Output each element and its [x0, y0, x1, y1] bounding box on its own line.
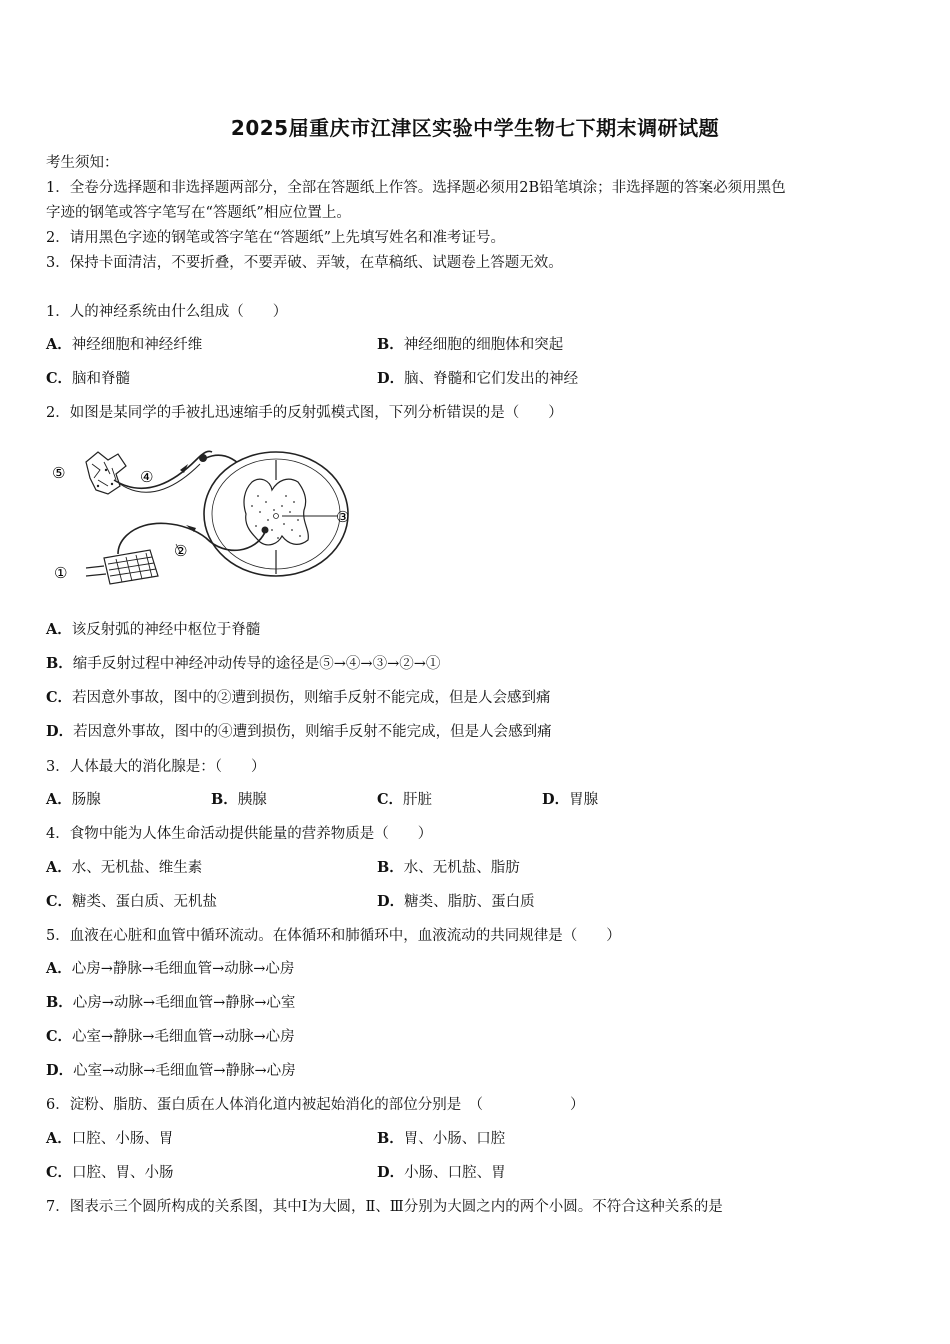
option-label: A． [46, 1130, 72, 1147]
option-b[interactable] [46, 654, 440, 674]
option-label: D． [377, 1164, 405, 1181]
option-c[interactable] [46, 892, 217, 912]
option-c[interactable] [46, 688, 551, 708]
option-text: 心房→动脉→毛细血管→静脉→心室 [72, 995, 296, 1011]
option-text: 胰腺 [237, 792, 267, 808]
option-c[interactable] [46, 1163, 174, 1183]
question-stem: 6．淀粉、脂肪、蛋白质在人体消化道内被起始消化的部位分别是 （ ） [46, 1097, 585, 1113]
notice-item: 3．保持卡面清洁，不要折叠，不要弄破、弄皱，在草稿纸、试题卷上答题无效。 [46, 255, 563, 271]
option-a[interactable] [46, 620, 260, 640]
receptor-skin [86, 452, 126, 494]
option-text: 心室→动脉→毛细血管→静脉→心房 [73, 1063, 296, 1079]
question-stem: 1．人的神经系统由什么组成（ ） [46, 304, 288, 320]
option-d[interactable] [46, 1061, 296, 1081]
question-stem: 7．图表示三个圆所构成的关系图，其中Ⅰ为大圆，Ⅱ、Ⅲ分别为大圆之内的两个小圆。不符合这种关系的是 [46, 1199, 723, 1215]
option-text: 缩手反射过程中神经冲动传导的途径是⑤→④→③→②→① [72, 656, 441, 672]
label-3: ③ [336, 508, 350, 526]
option-text: 水、无机盐、维生素 [71, 860, 203, 876]
page-title: 2025届重庆市江津区实验中学生物七下期末调研试题 [230, 116, 720, 140]
reflex-arc-figure [46, 440, 366, 590]
option-b[interactable] [377, 858, 520, 878]
option-text: 口腔、小肠、胃 [71, 1131, 174, 1147]
option-text: 脑、脊髓和它们发出的神经 [404, 371, 579, 387]
option-d[interactable] [46, 722, 552, 742]
label-1: ① [54, 564, 68, 582]
option-label: D． [377, 893, 405, 910]
option-b[interactable] [46, 993, 295, 1013]
question-stem: 5．血液在心脏和血管中循环流动。在体循环和肺循环中，血液流动的共同规律是（ ） [46, 928, 621, 944]
option-label: B． [377, 1130, 404, 1147]
option-d[interactable] [377, 369, 578, 389]
option-label: A． [46, 859, 72, 876]
option-text: 胃、小肠、口腔 [403, 1131, 506, 1147]
option-c[interactable] [46, 1027, 295, 1047]
option-label: B． [46, 994, 73, 1011]
option-label: A． [46, 960, 72, 977]
spinal-cord [204, 452, 348, 576]
option-d[interactable] [377, 1163, 506, 1183]
option-text: 该反射弧的神经中枢位于脊髓 [71, 622, 261, 638]
option-a[interactable] [46, 1129, 173, 1149]
option-c[interactable] [46, 369, 130, 389]
question-stem: 2．如图是某同学的手被扎迅速缩手的反射弧模式图，下列分析错误的是（ ） [46, 405, 563, 421]
option-c[interactable] [377, 790, 432, 810]
label-5: ⑤ [52, 464, 66, 482]
option-b[interactable] [377, 1129, 505, 1149]
option-text: 神经细胞和神经纤维 [71, 337, 203, 353]
option-label: D． [46, 723, 74, 740]
option-label: C． [46, 1028, 73, 1045]
notice-item: 2．请用黑色字迹的钢笔或答字笔在“答题纸”上先填写姓名和准考证号。 [46, 230, 506, 246]
option-label: A． [46, 336, 72, 353]
notice-item: 1．全卷分选择题和非选择题两部分，全部在答题纸上作答。选择题必须用2B铅笔填涂；非选择题的答案必须用黑色 [46, 180, 786, 196]
question-stem: 4．食物中能为人体生命活动提供能量的营养物质是（ ） [46, 826, 433, 842]
option-label: C． [46, 893, 73, 910]
option-text: 胃腺 [569, 792, 599, 808]
label-2: ② [174, 542, 188, 560]
option-d[interactable] [377, 892, 535, 912]
option-text: 神经细胞的细胞体和突起 [403, 337, 564, 353]
ganglion [199, 454, 207, 462]
afferent-nerve [114, 451, 212, 488]
option-label: A． [46, 791, 72, 808]
option-text: 若因意外事故，图中的④遭到损伤，则缩手反射不能完成，但是人会感到痛 [73, 724, 552, 740]
notice-heading: 考生须知： [46, 155, 119, 171]
option-label: D． [377, 370, 405, 387]
option-text: 糖类、脂肪、蛋白质 [404, 894, 535, 910]
option-label: A． [46, 621, 72, 638]
option-a[interactable] [46, 790, 101, 810]
question-stem: 3．人体最大的消化腺是：（ ） [46, 759, 266, 775]
option-text: 若因意外事故，图中的②遭到损伤，则缩手反射不能完成，但是人会感到痛 [72, 690, 551, 706]
label-4: ④ [140, 468, 154, 486]
option-label: B． [46, 655, 73, 672]
option-text: 肠腺 [71, 792, 101, 808]
option-label: D． [46, 1062, 74, 1079]
option-b[interactable] [211, 790, 267, 810]
option-text: 心室→静脉→毛细血管→动脉→心房 [72, 1029, 295, 1045]
option-a[interactable] [46, 959, 294, 979]
option-label: B． [377, 336, 404, 353]
option-text: 小肠、口腔、胃 [404, 1165, 506, 1181]
option-label: B． [377, 859, 404, 876]
effector-muscle [86, 550, 158, 584]
option-label: C． [46, 370, 73, 387]
option-label: B． [211, 791, 238, 808]
option-label: C． [46, 689, 73, 706]
option-text: 脑和脊髓 [72, 371, 131, 387]
option-label: C． [377, 791, 404, 808]
option-text: 心房→静脉→毛细血管→动脉→心房 [71, 961, 295, 977]
option-d[interactable] [542, 790, 598, 810]
option-text: 肝脏 [403, 792, 433, 808]
option-a[interactable] [46, 858, 202, 878]
option-label: D． [542, 791, 570, 808]
option-text: 糖类、蛋白质、无机盐 [72, 894, 218, 910]
option-text: 口腔、胃、小肠 [72, 1165, 174, 1181]
option-b[interactable] [377, 335, 563, 355]
notice-item: 字迹的钢笔或答字笔写在“答题纸”相应位置上。 [46, 205, 351, 221]
option-a[interactable] [46, 335, 202, 355]
option-label: C． [46, 1164, 73, 1181]
option-text: 水、无机盐、脂肪 [403, 860, 520, 876]
